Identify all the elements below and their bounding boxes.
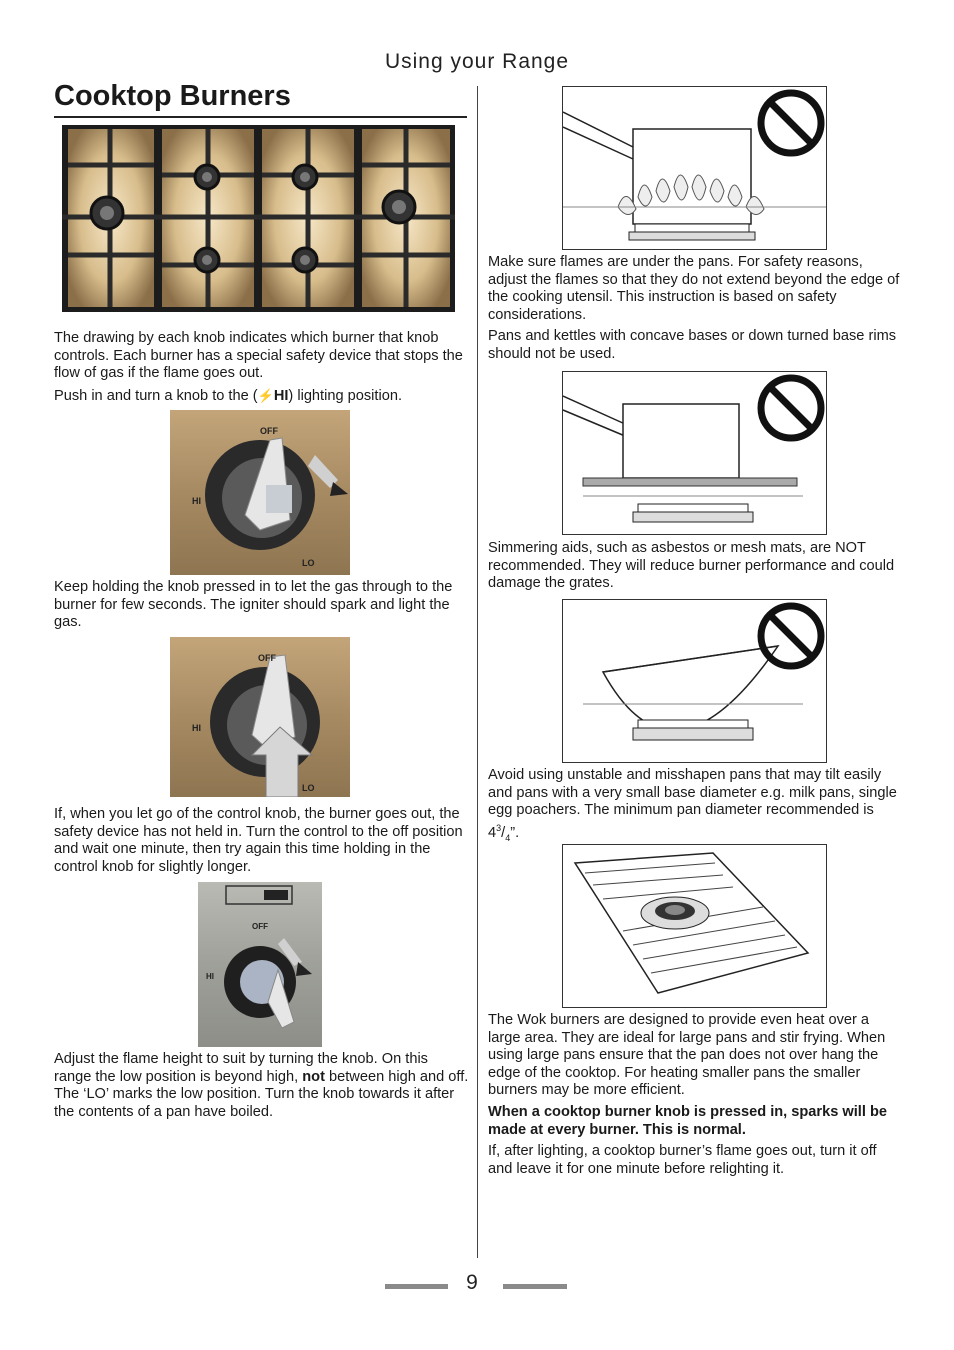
- knob-turn-photo: [170, 410, 350, 575]
- safety-device-paragraph: If, when you let go of the control knob, the burner goes out, the safety device has not held in. Turn the control to the off position and wait one minute, then try again this time holding in the control knob for slightly longer.: [54, 806, 463, 875]
- title-underline: [54, 116, 467, 118]
- knob-hi-label: HI: [206, 972, 214, 981]
- relight-paragraph: If, after lighting, a cooktop burner’s flame goes out, turn it off and leave it for one minute before relighting it.: [488, 1143, 877, 1177]
- footer-bar-left: [385, 1284, 448, 1289]
- spark-icon: ⚡: [257, 387, 274, 403]
- unstable-pan-diagram: [562, 599, 827, 763]
- flames-under-pans-paragraph: Make sure flames are under the pans. For safety reasons, adjust the flames so that they do not extend beyond the edge of the cooking utensil. This instruction is based on safety considerations.: [488, 254, 900, 323]
- knob-hi-label: HI: [192, 723, 201, 733]
- knob-off-label: OFF: [252, 922, 268, 931]
- simmering-aids-paragraph: Simmering aids, such as asbestos or mesh mats, are NOT recommended. They will reduce burner performance and could damage the grates.: [488, 540, 895, 592]
- wok-burner-diagram: [562, 844, 827, 1008]
- knob-hi-label: HI: [192, 496, 201, 506]
- unstable-pans-paragraph: Avoid using unstable and misshapen pans that may tilt easily and pans with a very small base diameter e.g. milk pans, single egg poachers. The minimum pan diameter recommended is $4^3/_4$”.: [488, 767, 897, 843]
- knob-lo-label: LO: [302, 558, 315, 568]
- knob-off-label: OFF: [258, 653, 276, 663]
- concave-bases-paragraph: Pans and kettles with concave bases or down turned base rims should not be used.: [488, 328, 897, 362]
- flames-beyond-pan-diagram: [562, 86, 827, 250]
- knob-lo-label: LO: [302, 783, 315, 793]
- knob-off-label: OFF: [260, 426, 278, 436]
- knob-adjust-photo: [198, 882, 322, 1047]
- footer-bar-right: [503, 1284, 567, 1289]
- section-header: Using your Range: [384, 50, 570, 73]
- page-title: Cooktop Burners: [54, 80, 291, 112]
- column-divider: [477, 86, 478, 1258]
- page-number: 9: [466, 1271, 478, 1294]
- simmering-mat-diagram: [562, 371, 827, 535]
- keep-holding-paragraph: Keep holding the knob pressed in to let the gas through to the burner for few seconds. The igniter should spark and light the gas.: [54, 579, 453, 631]
- sparks-note-paragraph: When a cooktop burner knob is pressed in, sparks will be made at every burner. This is normal.: [488, 1103, 887, 1138]
- adjust-flame-paragraph: Adjust the flame height to suit by turning the knob. On this range the low position is beyond high, not between high and off. The ‘LO’ marks the low position. Turn the knob towards it after the contents of a pan have boiled.: [54, 1051, 469, 1120]
- cooktop-photo: [62, 125, 455, 312]
- knob-press-photo: [170, 637, 350, 797]
- push-turn-paragraph: Push in and turn a knob to the (⚡HI) lighting position.: [54, 387, 402, 404]
- wok-burners-paragraph: The Wok burners are designed to provide even heat over a large area. They are ideal for large pans and stir frying. When using large pans ensure that the pan does not over hang the edge of the cooktop. For heating smaller pans the smaller burners may be more efficient.: [488, 1012, 886, 1099]
- knob-burner-paragraph: The drawing by each knob indicates which burner that knob controls. Each burner has a special safety device that stops the flow of gas if the flame goes out.: [54, 330, 463, 382]
- hi-symbol: HI: [273, 387, 289, 404]
